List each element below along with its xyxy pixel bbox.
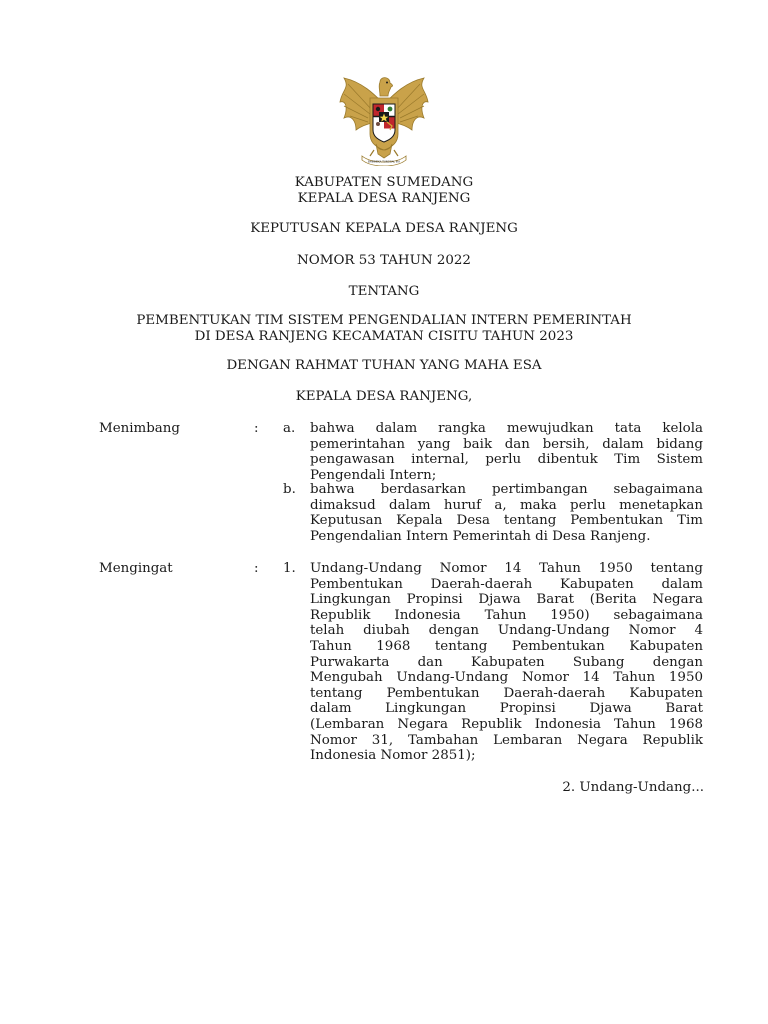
text-line: bahwa dalam rangka mewujudkan tata kelola xyxy=(310,421,703,436)
text-line: (Lembaran Negara Republik Indonesia Tahun 1968 xyxy=(310,716,703,732)
text-line: pengawasan internal, perlu dibentuk Tim Sistem xyxy=(310,452,703,468)
decree-subject xyxy=(0,313,768,345)
recalling-colon: : xyxy=(254,561,259,576)
text-line: dalam Lingkungan Propinsi Djawa Barat xyxy=(310,701,703,717)
item-marker: b. xyxy=(283,482,296,497)
text-line: telah diubah dengan Undang-Undang Nomor 4 xyxy=(310,623,703,639)
subject-line-2: DI DESA RANJENG KECAMATAN CISITU TAHUN 2023 xyxy=(194,329,574,344)
item-marker: 1. xyxy=(283,561,296,576)
text-line: dimaksud dalam huruf a, maka perlu menetapkan xyxy=(310,497,703,513)
regency-name: KABUPATEN SUMEDANG xyxy=(294,175,474,190)
subject-line-1: PEMBENTUKAN TIM SISTEM PENGENDALIAN INTERN PEMERINTAH xyxy=(136,313,632,328)
item-text xyxy=(310,482,703,544)
text-line: Undang-Undang Nomor 14 Tahun 1950 tentang xyxy=(310,561,703,576)
item-text xyxy=(310,561,703,764)
text-line: Keputusan Kepala Desa tentang Pembentukan Tim xyxy=(310,513,703,529)
garuda-pancasila-emblem-icon xyxy=(334,74,434,166)
text-line: Pengendalian Intern Pemerintah di Desa Ranjeng. xyxy=(310,528,651,544)
header xyxy=(0,175,768,207)
text-line: bahwa berdasarkan pertimbangan sebagaimana xyxy=(310,482,703,497)
about-label: TENTANG xyxy=(348,284,420,299)
invocation: DENGAN RAHMAT TUHAN YANG MAHA ESA xyxy=(226,358,542,373)
text-line: Pengendali Intern; xyxy=(310,467,437,483)
authority: KEPALA DESA RANJENG, xyxy=(295,389,473,404)
village-head-title: KEPALA DESA RANJENG xyxy=(297,191,471,206)
decree-number: NOMOR 53 TAHUN 2022 xyxy=(297,253,471,268)
text-line: Indonesia Nomor 2851); xyxy=(310,748,476,764)
considering-colon: : xyxy=(254,421,259,436)
text-line: Purwakarta dan Kabupaten Subang dengan xyxy=(310,654,703,670)
text-line: Republik Indonesia Tahun 1950) sebagaimana xyxy=(310,607,703,623)
text-line: pemerintahan yang baik dan bersih, dalam bidang xyxy=(310,436,703,452)
text-line: Lingkungan Propinsi Djawa Barat (Berita Negara xyxy=(310,592,703,608)
decree-title: KEPUTUSAN KEPALA DESA RANJENG xyxy=(250,221,518,236)
page-continuation-note: 2. Undang-Undang... xyxy=(562,780,704,795)
item-marker: a. xyxy=(283,421,296,436)
text-line: tentang Pembentukan Daerah-daerah Kabupaten xyxy=(310,685,703,701)
text-line: Tahun 1968 tentang Pembentukan Kabupaten xyxy=(310,638,703,654)
considering-label: Menimbang xyxy=(99,421,180,436)
item-text xyxy=(310,421,703,483)
text-line: Nomor 31, Tambahan Lembaran Negara Republik xyxy=(310,732,703,748)
emblem-motto: BHINNEKA TUNGGAL IKA xyxy=(368,160,400,164)
text-line: Mengubah Undang-Undang Nomor 14 Tahun 1950 xyxy=(310,670,703,686)
text-line: Pembentukan Daerah-daerah Kabupaten dalam xyxy=(310,576,703,592)
recalling-label: Mengingat xyxy=(99,561,173,576)
